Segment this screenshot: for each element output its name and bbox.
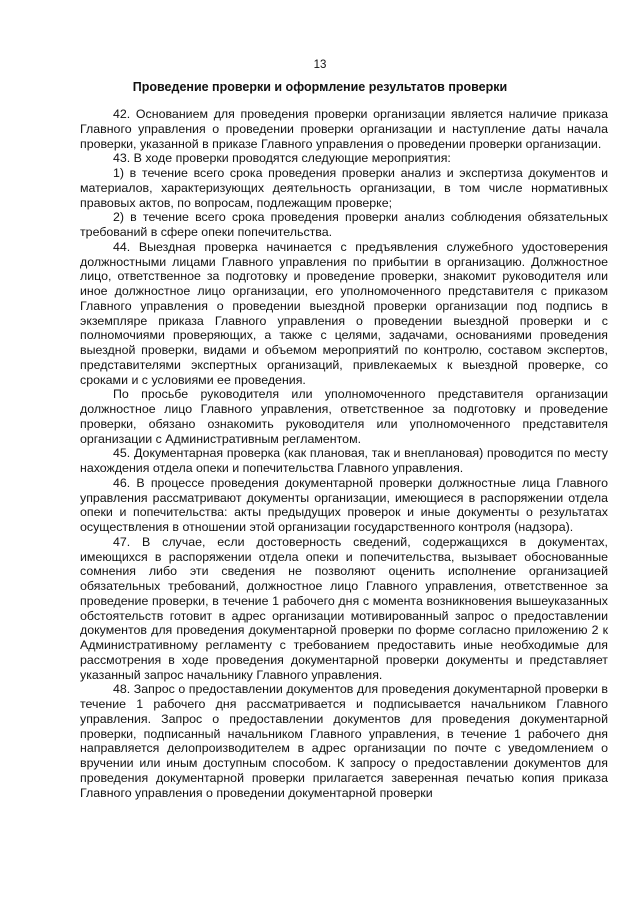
- document-body: [80, 107, 608, 800]
- paragraph-42: 42. Основанием для проведения проверки организации является наличие приказа Главного управления о проведении проверки организации и наступление даты начала проверки, указанной в приказе Главного управления о проведении проверки организации.: [80, 107, 608, 151]
- page-number: 13: [313, 59, 327, 71]
- paragraph-46: 46. В процессе проведения документарной проверки должностные лица Главного управления рассматривают документы организации, имеющиеся в распоряжении отдела опеки и попечительства: акты предыдущих проверок и иные документы о результатах осуществления в отношении этой организации государственного контроля (надзора).: [80, 475, 608, 534]
- paragraph-44: 44. Выездная проверка начинается с предъявления служебного удостоверения должностными лицами Главного управления по прибытии в организацию. Должностное лицо, ответственное за подготовку и проведение проверки, знакомит руководителя или иное должностное лицо организации, его уполномоченного представителя с приказом Главного управления о проведении выездной проверки организации под подпись в экземпляре приказа Главного управления о проведении выездной проверки и с полномочиями проверяющих, а также с целями, задачами, основаниями проведения выездной проверки, видами и объемом мероприятий по контролю, составом экспертов, представителями экспертных организаций, привлекаемых к выездной проверке, со сроками и с условиями ее проведения.: [80, 239, 608, 387]
- paragraph-43: 43. В ходе проверки проводятся следующие мероприятия:: [113, 151, 451, 166]
- paragraph-48: 48. Запрос о предоставлении документов для проведения документарной проверки в течение 1 рабочего дня рассматривается и подписывается начальником Главного управления. Запрос о предоставлении документов для проведения документарной проверки, подписанный начальником Главного управления, в течение 1 рабочего дня направляется делопроизводителем в адрес организации по почте с уведомлением о вручении или иным доступным способом. К запросу о предоставлении документов для проведения документарной проверки прилагается заверенная печатью копия приказа Главного управления о проведении документарной проверки: [80, 682, 608, 800]
- paragraph-44-continued: По просьбе руководителя или уполномоченного представителя организации должностное лицо Главного управления, ответственное за подготовку и проведение проверки, обязано ознакомить руководителя или уполномоченного представителя организации с Административным регламентом.: [80, 387, 608, 446]
- paragraph-47: 47. В случае, если достоверность сведений, содержащихся в документах, имеющихся в распоряжении отдела опеки и попечительства, вызывает обоснованные сомнения либо эти сведения не позволяют оценить исполнение организацией обязательных требований, должностное лицо Главного управления, ответственное за проведение проверки, в течение 1 рабочего дня с момента возникновения вышеуказанных обстоятельств готовит в адрес организации мотивированный запрос о предоставлении документов для проведения документарной проверки по форме согласно приложению 2 к Административному регламенту с требованием предоставить иные необходимые для рассмотрения в ходе проведения документарной проверки документы и представляет указанный запрос начальнику Главного управления.: [80, 534, 608, 682]
- paragraph-43-item-2: 2) в течение всего срока проведения проверки анализ соблюдения обязательных требований в сфере опеки попечительства.: [80, 210, 608, 239]
- paragraph-45: 45. Документарная проверка (как плановая, так и внеплановая) проводится по месту нахождения отдела опеки и попечительства Главного управления.: [80, 446, 608, 475]
- section-title: Проведение проверки и оформление результатов проверки: [132, 80, 508, 94]
- paragraph-43-item-1: 1) в течение всего срока проведения проверки анализ и экспертиза документов и материалов, характеризующих деятельность организации, в том числе нормативных правовых актов, по вопросам, подлежащим проверке;: [80, 166, 608, 210]
